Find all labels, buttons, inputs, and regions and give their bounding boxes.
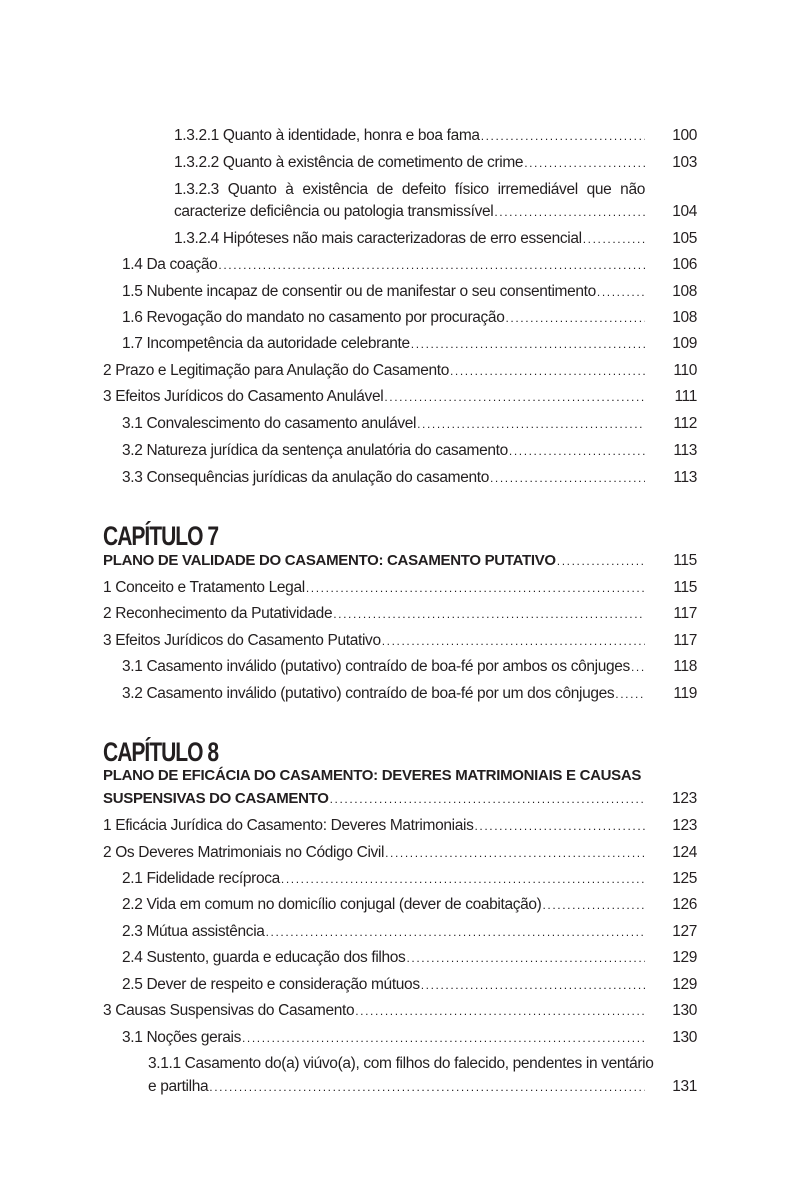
entry-text: 1.3.2.1 Quanto à identidade, honra e boa fama — [174, 127, 480, 144]
entry-text: 3.2 Natureza jurídica da sentença anulatória do casamento — [122, 442, 508, 459]
entry-text: 1.6 Revogação do mandato no casamento por procuração — [122, 309, 505, 326]
entry-text: 2 Os Deveres Matrimoniais no Código Civil — [103, 844, 385, 861]
dot-leader — [218, 255, 645, 275]
chapter-title-text: SUSPENSIVAS DO CASAMENTO — [103, 790, 329, 807]
entry-text: 1.3.2.4 Hipóteses não mais caracterizadoras de erro essencial — [174, 230, 582, 247]
dot-leader — [524, 153, 645, 173]
dot-leader — [382, 631, 645, 651]
entry-text: 2 Reconhecimento da Putatividade — [103, 605, 333, 622]
entry-text: 1 Conceito e Tratamento Legal — [103, 579, 305, 596]
entry-text: 1.7 Incompetência da autoridade celebrante — [122, 335, 410, 352]
entry-text: 1.4 Da coação — [122, 256, 218, 273]
dot-leader — [597, 282, 645, 302]
entry-page: 108 — [672, 283, 697, 300]
entry-page: 115 — [673, 579, 697, 596]
dot-leader — [406, 948, 645, 968]
entry-text: 3.1 Casamento inválido (putativo) contraído de boa-fé por ambos os cônjuges — [122, 658, 630, 675]
entry-page: 115 — [673, 552, 697, 569]
entry-page: 113 — [673, 442, 697, 459]
entry-page: 109 — [672, 335, 697, 352]
dot-leader — [242, 1028, 645, 1048]
dot-leader — [509, 441, 645, 461]
entry-page: 100 — [672, 127, 697, 144]
entry-page: 113 — [673, 469, 697, 486]
entry-text: 3.3 Consequências jurídicas da anulação do casamento — [122, 469, 489, 486]
entry-text: 1.5 Nubente incapaz de consentir ou de manifestar o seu consentimento — [122, 283, 596, 300]
entry-page: 123 — [672, 790, 697, 807]
entry-page: 105 — [672, 230, 697, 247]
entry-text: 1.3.2.2 Quanto à existência de cometimento de crime — [174, 154, 524, 171]
entry-text: 3.1 Noções gerais — [122, 1029, 241, 1046]
dot-leader — [631, 657, 645, 677]
entry-text: 1 Eficácia Jurídica do Casamento: Deveres Matrimoniais — [103, 817, 474, 834]
dot-leader — [281, 869, 645, 889]
entry-page: 117 — [673, 632, 697, 649]
chapter-title-text: PLANO DE VALIDADE DO CASAMENTO: CASAMENTO PUTATIVO — [103, 552, 556, 569]
entry-text: 3 Efeitos Jurídicos do Casamento Anulável — [103, 388, 384, 405]
dot-leader — [583, 229, 645, 249]
dot-leader — [494, 202, 645, 222]
entry-text: 2 Prazo e Legitimação para Anulação do Casamento — [103, 362, 449, 379]
dot-leader — [490, 468, 645, 488]
entry-text: 2.2 Vida em comum no domicílio conjugal (dever de coabitação) — [122, 896, 542, 913]
entry-page: 124 — [672, 844, 697, 861]
dot-leader — [475, 816, 646, 836]
dot-leader — [411, 334, 645, 354]
entry-page: 106 — [672, 256, 697, 273]
chapter-7-heading: CAPÍTULO 7 — [103, 521, 219, 551]
entry-text: 2.3 Mútua assistência — [122, 923, 265, 940]
entry-page: 129 — [672, 949, 697, 966]
dot-leader — [306, 578, 645, 598]
entry-text: 2.4 Sustento, guarda e educação dos filhos — [122, 949, 406, 966]
dot-leader — [505, 308, 645, 328]
entry-page: 112 — [673, 415, 697, 432]
entry-page: 110 — [673, 362, 697, 379]
entry-text: 2.5 Dever de respeito e consideração mútuos — [122, 976, 420, 993]
chapter-title-text-line1: PLANO DE EFICÁCIA DO CASAMENTO: DEVERES MATRIMONIAIS E CAUSAS — [103, 767, 642, 784]
dot-leader — [209, 1077, 645, 1097]
entry-page: 103 — [672, 154, 697, 171]
entry-text: 2.1 Fidelidade recíproca — [122, 870, 280, 887]
dot-leader — [417, 414, 645, 434]
dot-leader — [557, 551, 645, 571]
dot-leader — [543, 895, 646, 915]
entry-page: 104 — [672, 203, 697, 220]
entry-page: 129 — [672, 976, 697, 993]
entry-text: 3.1 Convalescimento do casamento anulável — [122, 415, 417, 432]
dot-leader — [384, 387, 645, 407]
entry-text-line1: 1.3.2.3 Quanto à existência de defeito físico irremediável que não — [174, 181, 645, 198]
entry-text: 3 Causas Suspensivas do Casamento — [103, 1002, 355, 1019]
entry-page: 125 — [672, 870, 697, 887]
entry-page: 126 — [672, 896, 697, 913]
entry-page: 117 — [673, 605, 697, 622]
entry-text: 3 Efeitos Jurídicos do Casamento Putativo — [103, 632, 381, 649]
dot-leader — [333, 604, 645, 624]
entry-page: 123 — [672, 817, 697, 834]
entry-page: 127 — [672, 923, 697, 940]
chapter-8-heading: CAPÍTULO 8 — [103, 737, 219, 767]
entry-page: 131 — [672, 1078, 697, 1095]
dot-leader — [266, 922, 645, 942]
entry-page: 108 — [672, 309, 697, 326]
entry-text: 3.2 Casamento inválido (putativo) contraído de boa-fé por um dos cônjuges — [122, 685, 615, 702]
dot-leader — [481, 126, 645, 146]
dot-leader — [385, 843, 645, 863]
entry-page: 130 — [672, 1002, 697, 1019]
entry-text-line1: 3.1.1 Casamento do(a) viúvo(a), com filhos do falecido, pendentes in ventário — [148, 1055, 654, 1072]
entry-page: 119 — [673, 685, 697, 702]
entry-text: e partilha — [148, 1078, 209, 1095]
entry-page: 130 — [672, 1029, 697, 1046]
dot-leader — [615, 684, 645, 704]
entry-page: 111 — [674, 388, 697, 405]
dot-leader — [355, 1001, 645, 1021]
entry-text: caracterize deficiência ou patologia transmissível — [174, 203, 494, 220]
dot-leader — [330, 789, 645, 809]
entry-page: 118 — [673, 658, 697, 675]
dot-leader — [450, 361, 645, 381]
dot-leader — [421, 975, 645, 995]
